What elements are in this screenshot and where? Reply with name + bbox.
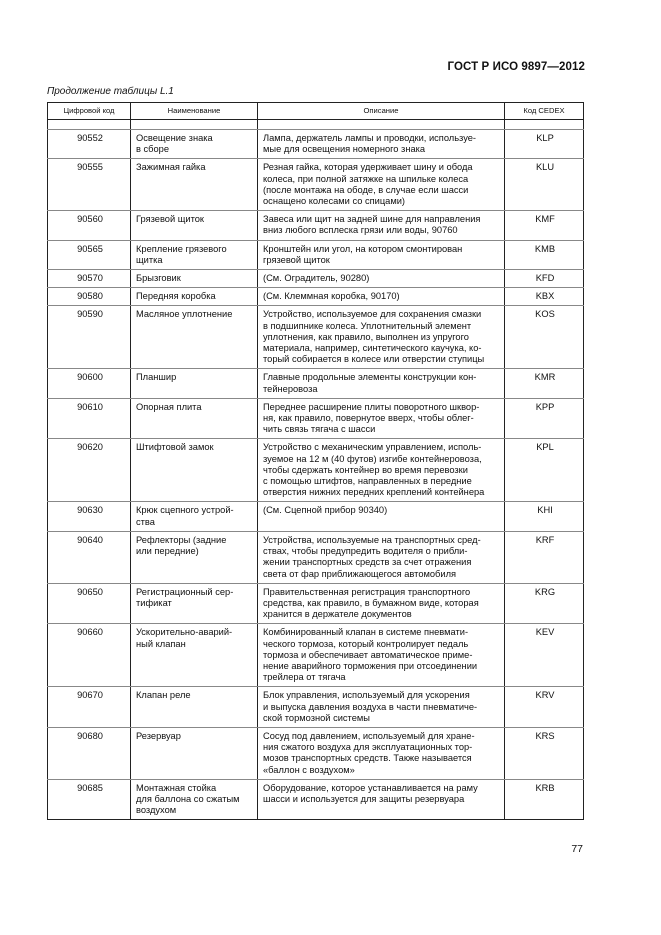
page-number: 77	[571, 843, 583, 855]
cell-cedex: KPL	[505, 439, 584, 502]
table-row	[48, 531, 584, 583]
cell-code: 90620	[48, 439, 131, 502]
cell-cedex: KFD	[505, 270, 584, 288]
cell-name: Резервуар	[131, 727, 258, 779]
cell-cedex: KOS	[505, 306, 584, 369]
cell-description: Устройство с механическим управлением, исполь- зуемое на 12 м (40 футов) изгибе контейнеровоза, чтобы сдержать контейнер во время перевозки с помощью штифтов, направленных в передние отверстия нижних передних креплений контейнера	[258, 439, 505, 502]
cell-name: Монтажная стойка для баллона со сжатым воздухом	[131, 779, 258, 820]
cell-description: Резная гайка, которая удерживает шину и обода колеса, при полной затяжке на шпильке колеса (после монтажа на ободе, в случае если шасси оснащено колесами со спицами)	[258, 159, 505, 211]
cell-code: 90580	[48, 288, 131, 306]
table-row	[48, 130, 584, 159]
cell-description: Главные продольные элементы конструкции кон- тейнеровоза	[258, 369, 505, 398]
cell-name: Грязевой щиток	[131, 211, 258, 240]
cell-description: (См. Оградитель, 90280)	[258, 270, 505, 288]
table-header-row	[48, 103, 584, 120]
table-row	[48, 583, 584, 624]
cell-code: 90630	[48, 502, 131, 531]
table-row	[48, 270, 584, 288]
table-row	[48, 211, 584, 240]
cell-code: 90610	[48, 398, 131, 439]
column-header-code: Цифровой код	[48, 103, 131, 120]
column-header-name: Наименование	[131, 103, 258, 120]
cell-name: Освещение знака в сборе	[131, 130, 258, 159]
table-row	[48, 288, 584, 306]
cell-cedex: KLU	[505, 159, 584, 211]
table-row	[48, 240, 584, 269]
cell-name: Крюк сцепного устрой- ства	[131, 502, 258, 531]
table-row	[48, 439, 584, 502]
cell-description: (См. Клеммная коробка, 90170)	[258, 288, 505, 306]
cell-cedex: KMR	[505, 369, 584, 398]
cell-description: Комбинированный клапан в системе пневмати- ческого тормоза, который контролирует педаль тормоза и обеспечивает автоматическое приме- нение аварийного торможения при отсоединении трейлера от тягача	[258, 624, 505, 687]
cell-description: Блок управления, используемый для ускорения и выпуска давления воздуха в части пневматиче- ской тормозной системы	[258, 687, 505, 728]
cell-name: Рефлекторы (задние или передние)	[131, 531, 258, 583]
cell-code: 90600	[48, 369, 131, 398]
cell-code: 90660	[48, 624, 131, 687]
table-row	[48, 369, 584, 398]
cell-name: Штифтовой замок	[131, 439, 258, 502]
cell-name: Планшир	[131, 369, 258, 398]
cell-cedex: KBX	[505, 288, 584, 306]
cell-code: 90685	[48, 779, 131, 820]
cell-cedex: KRS	[505, 727, 584, 779]
cell-cedex: KLP	[505, 130, 584, 159]
cell-cedex: KMF	[505, 211, 584, 240]
cell-code: 90670	[48, 687, 131, 728]
table-row	[48, 306, 584, 369]
cell-cedex: KRB	[505, 779, 584, 820]
cell-name: Клапан реле	[131, 687, 258, 728]
cell-code: 90640	[48, 531, 131, 583]
table-row	[48, 779, 584, 820]
cell-description: Лампа, держатель лампы и проводки, используе- мые для освещения номерного знака	[258, 130, 505, 159]
cell-code: 90560	[48, 211, 131, 240]
table-row	[48, 502, 584, 531]
cell-name: Опорная плита	[131, 398, 258, 439]
cell-name: Масляное уплотнение	[131, 306, 258, 369]
cell-cedex: KRF	[505, 531, 584, 583]
cell-description: (См. Сцепной прибор 90340)	[258, 502, 505, 531]
cell-code: 90570	[48, 270, 131, 288]
table-row	[48, 727, 584, 779]
cell-description: Оборудование, которое устанавливается на раму шасси и используется для защиты резервуара	[258, 779, 505, 820]
cell-name: Регистрационный сер- тификат	[131, 583, 258, 624]
cell-code: 90650	[48, 583, 131, 624]
table-continuation-caption: Продолжение таблицы L.1	[47, 86, 174, 97]
column-header-description: Описание	[258, 103, 505, 120]
cell-description: Устройства, используемые на транспортных сред- ствах, чтобы предупредить водителя о прибли- жении транспортных средств за счет отражения света от фар приближающегося автомобиля	[258, 531, 505, 583]
cell-description: Кронштейн или угол, на котором смонтирован грязевой щиток	[258, 240, 505, 269]
cell-cedex: KRV	[505, 687, 584, 728]
cell-code: 90552	[48, 130, 131, 159]
cell-cedex: KHI	[505, 502, 584, 531]
table-row	[48, 159, 584, 211]
cell-code: 90555	[48, 159, 131, 211]
document-standard-title: ГОСТ Р ИСО 9897—2012	[447, 61, 585, 73]
cell-description: Устройство, используемое для сохранения смазки в подшипнике колеса. Уплотнительный элемент уплотнения, как правило, выполнен из упругого материала, например, синтетического каучука, ко- торый собирается в колесе или отверстии ступицы	[258, 306, 505, 369]
component-codes-table	[47, 102, 584, 820]
cell-cedex: KMB	[505, 240, 584, 269]
cell-cedex: KEV	[505, 624, 584, 687]
table-spacer-row	[48, 120, 584, 130]
table-row	[48, 398, 584, 439]
cell-description: Сосуд под давлением, используемый для хране- ния сжатого воздуха для эксплуатационных тор- мозов транспортных средств. Также называется «баллон с воздухом»	[258, 727, 505, 779]
cell-cedex: KRG	[505, 583, 584, 624]
cell-code: 90590	[48, 306, 131, 369]
cell-description: Переднее расширение плиты поворотного шквор- ня, как правило, повернутое вверх, чтобы облег- чить связь тягача с шасси	[258, 398, 505, 439]
cell-description: Завеса или щит на задней шине для направления вниз любого всплеска грязи или воды, 90760	[258, 211, 505, 240]
cell-cedex: KPP	[505, 398, 584, 439]
table-row	[48, 624, 584, 687]
table-row	[48, 687, 584, 728]
cell-code: 90565	[48, 240, 131, 269]
table-body	[48, 120, 584, 820]
cell-name: Ускорительно-аварий- ный клапан	[131, 624, 258, 687]
cell-name: Крепление грязевого щитка	[131, 240, 258, 269]
cell-code: 90680	[48, 727, 131, 779]
cell-name: Зажимная гайка	[131, 159, 258, 211]
column-header-cedex: Код CEDEX	[505, 103, 584, 120]
cell-name: Передняя коробка	[131, 288, 258, 306]
cell-description: Правительственная регистрация транспортного средства, как правило, в бумажном виде, которая хранится в держателе документов	[258, 583, 505, 624]
cell-name: Брызговик	[131, 270, 258, 288]
